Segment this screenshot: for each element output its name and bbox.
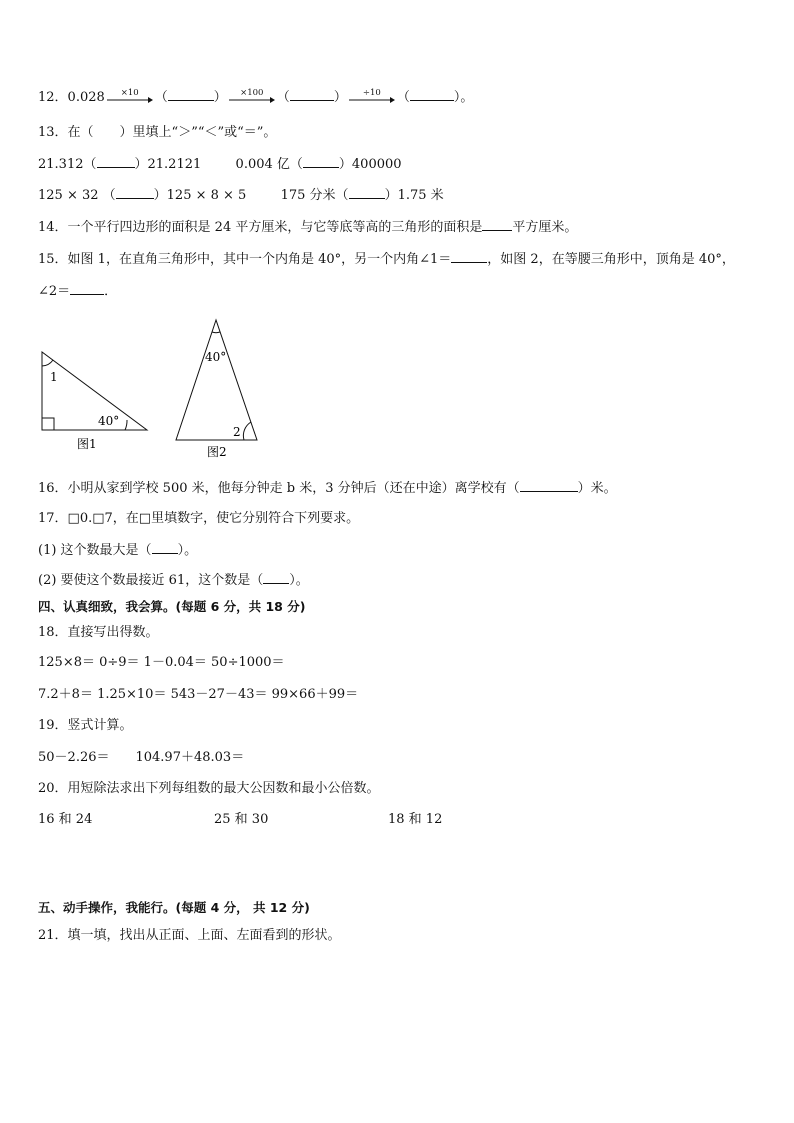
q12-number: 12．	[38, 90, 68, 105]
angle-1-arc	[42, 360, 53, 366]
fig1-angle-label: 40°	[98, 414, 120, 428]
q20-items	[38, 811, 738, 829]
q16-blank[interactable]	[520, 479, 578, 492]
fig2-angle-label: 40°	[205, 350, 227, 364]
divide-10-arrow: ÷10	[349, 91, 395, 105]
q17-blank-2[interactable]	[263, 571, 289, 584]
angle-2-label: 2	[233, 425, 241, 439]
right-angle-mark	[42, 418, 54, 430]
figure-1-right-triangle	[42, 352, 147, 451]
q18-row-2: 7.2＋8＝ 1.25×10＝ 543－27－43＝ 99×66＋99＝	[38, 687, 359, 702]
q13-row-1: 21.312（ ）21.2121 0.004 亿（ ）400000	[38, 157, 402, 172]
q18-row-1: 125×8＝ 0÷9＝ 1－0.04＝ 50÷1000＝	[38, 655, 285, 670]
q20-item: 18 和 12	[388, 812, 443, 827]
times-10-arrow: ×10	[107, 91, 153, 105]
q20-item: 16 和 24	[38, 812, 93, 827]
q18-title: 18．直接写出得数。	[38, 625, 159, 640]
fig1-caption: 图1	[77, 437, 97, 451]
q12-start-value: 0.028	[67, 90, 105, 105]
figure-2-isosceles-triangle	[176, 320, 257, 459]
section-5-heading: 五、动手操作，我能行。(每题 4 分， 共 12 分)	[38, 900, 310, 915]
q12-line: 12．0.028 ×10 （ ） ×100 （ ） ÷10 （ ）。	[38, 87, 474, 105]
q20-item: 25 和 30	[214, 812, 269, 827]
section-4-heading: 四、认真细致，我会算。(每题 6 分，共 18 分)	[38, 599, 306, 614]
q13-row-2: 125 × 32 （ ）125 × 8 × 5 175 分米（ ）1.75 米	[38, 188, 444, 203]
q15-line-2: ∠2＝ ．	[38, 284, 118, 299]
q20-title: 20．用短除法求出下列每组数的最大公因数和最小公倍数。	[38, 781, 380, 796]
figures	[0, 0, 794, 470]
angle-2-arc	[243, 422, 251, 440]
angle-40-arc	[125, 420, 127, 430]
q19-title: 19．竖式计算。	[38, 718, 133, 733]
angle-1-label: 1	[50, 370, 58, 384]
fig2-caption: 图2	[207, 445, 227, 459]
times-100-arrow: ×100	[229, 91, 275, 105]
q17-part-1: (1) 这个数最大是（ ）。	[38, 543, 198, 558]
q17-blank-1[interactable]	[152, 541, 178, 554]
q17-part-2: (2) 要使这个数最接近 61，这个数是（ ）。	[38, 573, 309, 588]
q14-line: 14．一个平行四边形的面积是 24 平方厘米，与它等底等高的三角形的面积是 平方厘米。	[38, 220, 578, 235]
q21-title: 21．填一填，找出从正面、上面、左面看到的形状。	[38, 928, 341, 943]
q16-line: 16．小明从家到学校 500 米，他每分钟走 b 米，3 分钟后（还在中途）离学校有（ ）米。	[38, 481, 617, 496]
q17-title: 17．□0.□7，在□里填数字，使它分别符合下列要求。	[38, 511, 360, 526]
q15-line-1: 15．如图 1，在直角三角形中，其中一个内角是 40°，另一个内角∠1＝ ，如图 2，在等腰三角形中，顶角是 40°，	[38, 252, 735, 267]
vertex-angle-arc	[212, 332, 220, 333]
q19-row: 50－2.26＝ 104.97＋48.03＝	[38, 750, 245, 765]
q13-title: 13．在（ ）里填上“＞”“＜”或“＝”。	[38, 125, 277, 140]
